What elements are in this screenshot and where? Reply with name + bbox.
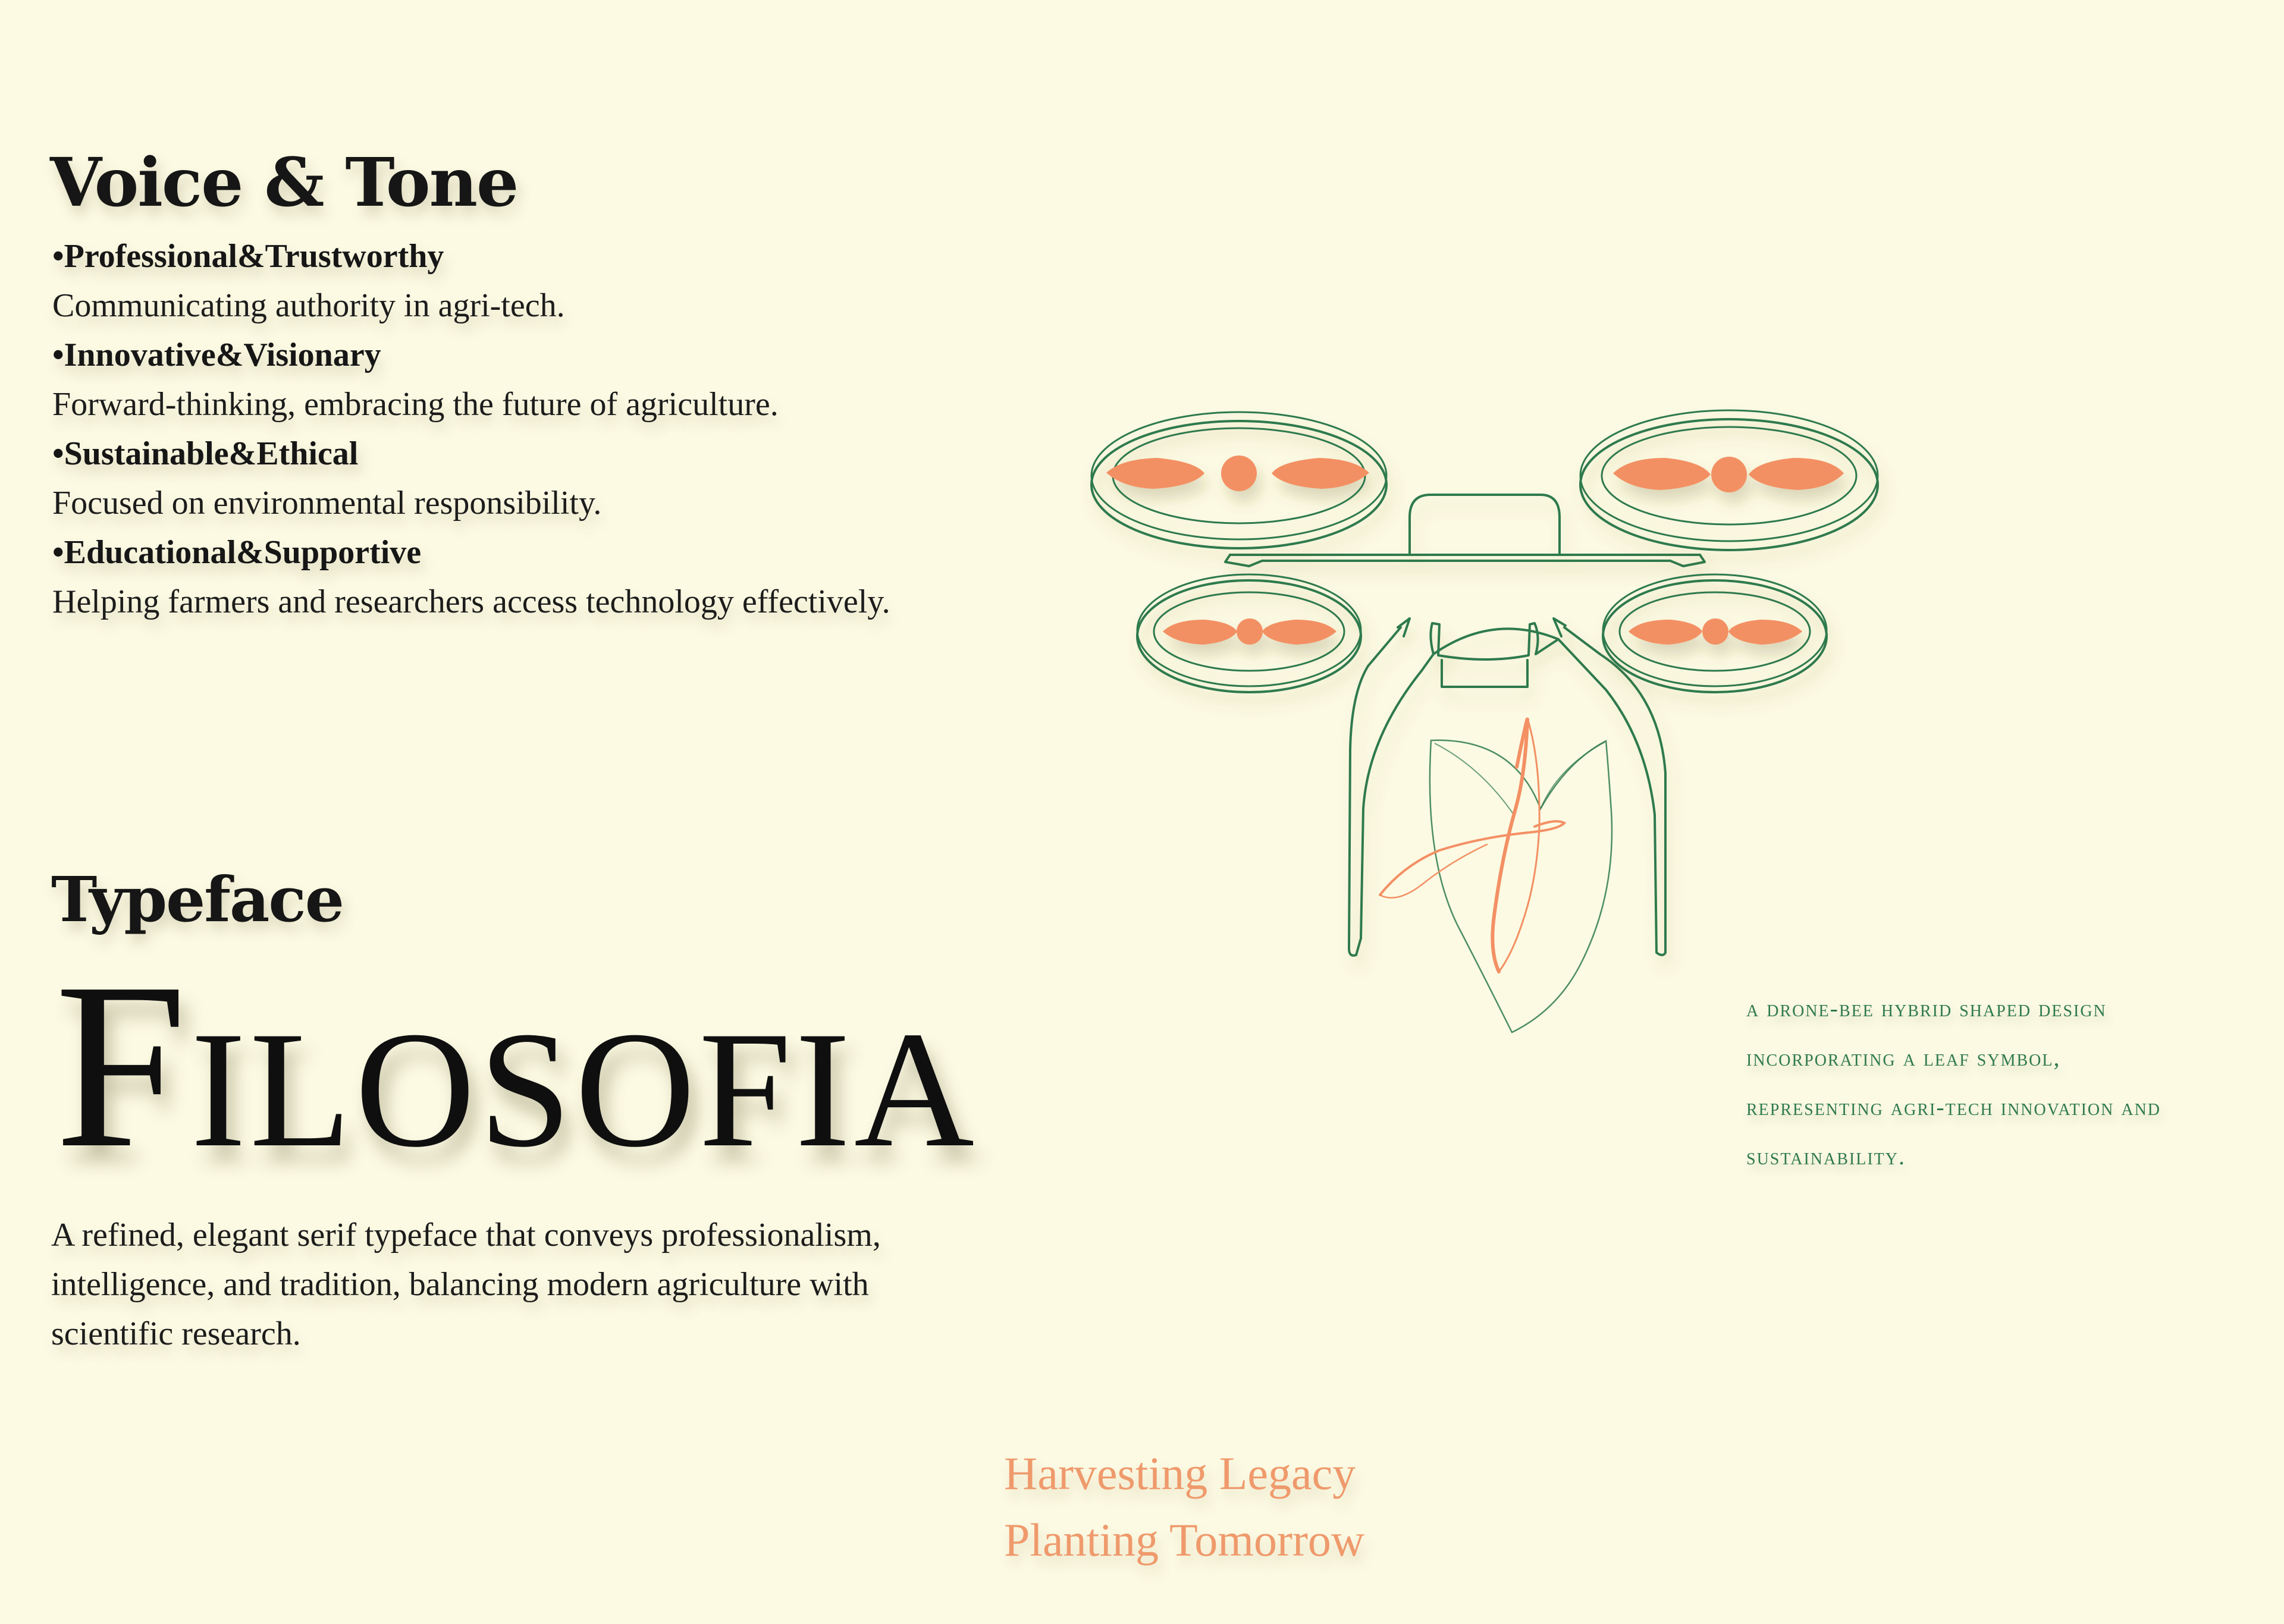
tagline-line-1: Harvesting Legacy xyxy=(1004,1447,1356,1499)
leaf-vein-right xyxy=(1541,742,1605,809)
voice-item-title: •Innovative&Visionary xyxy=(52,337,381,373)
rotor-blade xyxy=(1163,620,1237,645)
rotor-hub xyxy=(1237,618,1263,645)
rotor-bottom-right xyxy=(1603,574,1827,692)
rotor-hub xyxy=(1221,456,1257,491)
rotor-blade xyxy=(1749,458,1844,490)
rotor-top-left xyxy=(1091,412,1386,548)
voice-item-description: Communicating authority in agri-tech. xyxy=(52,287,565,324)
drone-left-arm xyxy=(1349,627,1433,956)
leaf-vein-left xyxy=(1435,743,1514,815)
voice-tone-list xyxy=(52,232,1063,627)
typeface-heading: Typeface xyxy=(51,863,343,936)
rotor-blade xyxy=(1629,620,1702,645)
logo-caption: a drone-bee hybrid shaped design incorporating a leaf symbol, representing agri-tech innovation and sustainability. xyxy=(1746,995,2161,1170)
voice-item-description: Focused on environmental responsibility. xyxy=(52,485,602,522)
typeface-description: A refined, elegant serif typeface that conveys professionalism, intelligence, and tradition, balancing modern agriculture with scientific research. xyxy=(51,1217,881,1352)
rotor-blade xyxy=(1613,458,1711,490)
voice-item-sustainable xyxy=(52,429,1063,528)
drone-left-strut xyxy=(1398,618,1410,636)
rotor-hub xyxy=(1702,618,1728,645)
voice-item-title: •Sustainable&Ethical xyxy=(52,435,359,472)
rotor-blade xyxy=(1728,620,1802,645)
voice-item-title: •Educational&Supportive xyxy=(52,534,422,571)
monogram-a-icon xyxy=(1380,718,1564,972)
voice-tone-heading: Voice & Tone xyxy=(50,144,518,222)
voice-item-professional xyxy=(52,232,1063,331)
rotor-hub xyxy=(1711,457,1747,492)
drone-dome xyxy=(1410,495,1560,555)
rotor-blade xyxy=(1106,458,1204,489)
rotor-blade xyxy=(1272,458,1369,489)
rotor-bottom-left xyxy=(1137,574,1361,692)
drone-left-joint xyxy=(1225,555,1262,566)
tagline xyxy=(1004,1440,1364,1573)
tagline-line-2: Planting Tomorrow xyxy=(1004,1514,1365,1566)
voice-item-innovative xyxy=(52,331,1063,429)
rotor-blade xyxy=(1262,620,1336,645)
typeface-sample: Filosofia xyxy=(55,934,978,1197)
voice-item-educational xyxy=(52,528,1063,627)
drone-head xyxy=(1430,623,1558,659)
drone-head-band xyxy=(1442,660,1527,687)
rotor-top-right xyxy=(1580,410,1878,550)
drone-bee-logo xyxy=(1071,357,1927,1047)
voice-item-description: Forward-thinking, embracing the future of agriculture. xyxy=(52,386,779,423)
voice-item-description: Helping farmers and researchers access technology effectively. xyxy=(52,583,890,620)
drone-right-joint xyxy=(1670,555,1705,566)
voice-item-title: •Professional&Trustworthy xyxy=(52,238,444,275)
drone-frame xyxy=(1225,495,1705,956)
